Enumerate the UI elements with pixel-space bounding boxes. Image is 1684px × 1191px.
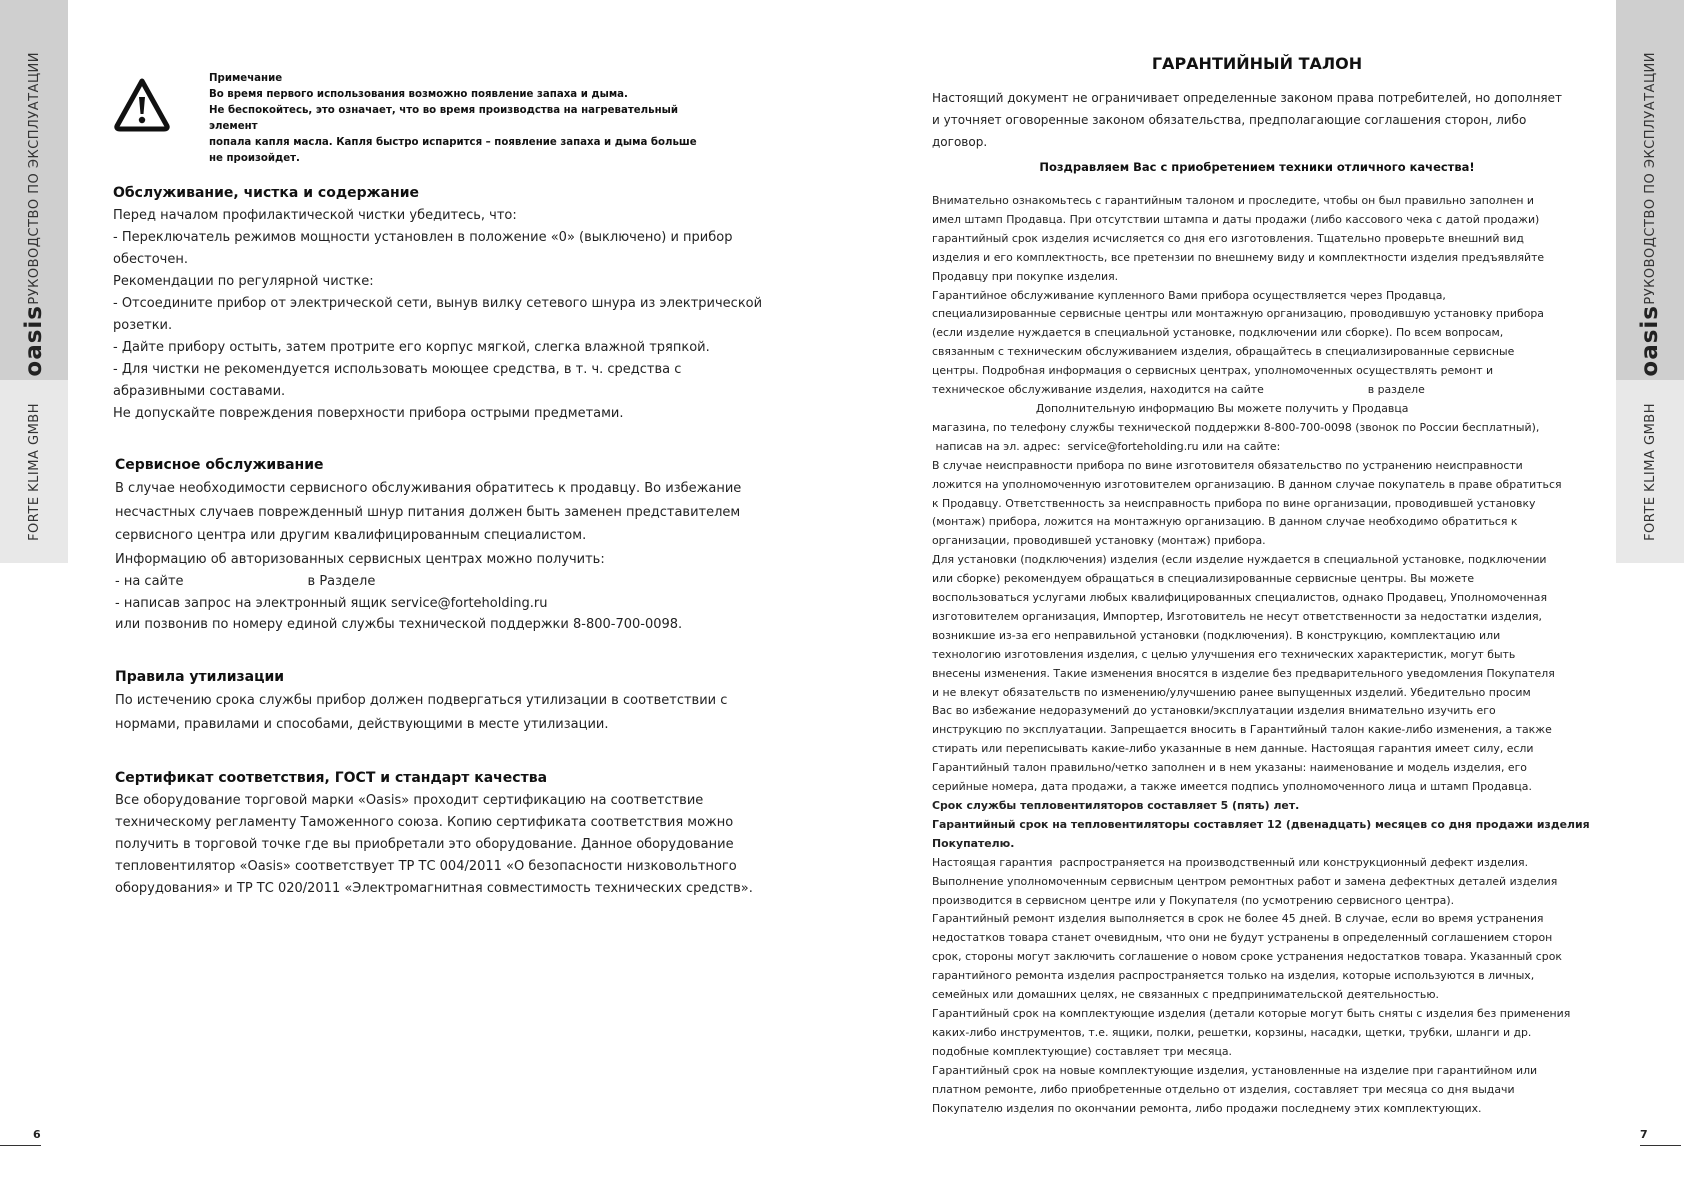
note-title: Примечание (209, 73, 283, 84)
text-line: к Продавцу. Ответственность за неисправность прибора по вине организации, проводившей установку (932, 496, 1536, 510)
text-line: имел штамп Продавца. При отсутствии штампа и даты продажи (либо кассового чека с датой продажи) (932, 212, 1540, 226)
warranty-title: ГАРАНТИЙНЫЙ ТАЛОН (1151, 54, 1363, 73)
oasis-logo: oasis (1637, 304, 1663, 377)
left-company-tab (0, 380, 68, 563)
text-line: Гарантийное обслуживание купленного Вами прибора осуществляется через Продавца, (932, 288, 1446, 302)
text-line: Покупателю изделия по окончании ремонта, либо продажи последнему этих комплектующих. (932, 1101, 1482, 1115)
text-line: недостатков товара станет очевидным, что они не будут устранены в определенный соглашением сторон (932, 931, 1553, 945)
text-line: и не влекут обязательств по изменению/улучшению ранее выпущенных изделий. Убедительно просим (932, 685, 1531, 699)
text-line: В случае необходимости сервисного обслуживания обратитесь к продавцу. Во избежание (115, 481, 742, 496)
disposal-section (115, 669, 765, 737)
text-line: Гарантийный ремонт изделия выполняется в срок не более 45 дней. В случае, если во время устранения (932, 912, 1544, 926)
text-line: семейных или домашних целях, не связанных с предпринимательской деятельностью. (932, 988, 1439, 1002)
text-line: (монтаж) прибора, ложится на монтажную организацию. В данном случае необходимо обратиться к (932, 515, 1518, 529)
text-line: магазина, по телефону службы технической поддержки 8-800-700-0098 (звонок по России бесплатный), (932, 420, 1540, 434)
guide-label: РУКОВОДСТВО ПО ЭКСПЛУАТАЦИИ (1642, 52, 1658, 305)
text-line: специализированные сервисные центры или монтажную организацию, проводившую установку прибора (932, 307, 1544, 321)
text-line: розетки. (113, 318, 173, 333)
text-line: В случае неисправности прибора по вине изготовителя обязательство по устранению неисправности (932, 458, 1523, 472)
text-line: изготовителем организация, Импортер, Изготовитель не несут ответственности за недостатки изделия, (932, 609, 1542, 623)
text-line: техническое обслуживание изделия, находится на сайте в разделе (932, 383, 1425, 397)
oasis-logo: oasis (21, 304, 47, 377)
service-heading: Сервисное обслуживание (115, 457, 324, 473)
text-line: получить в торговой точке где вы приобретали это оборудование. Данное оборудование (115, 837, 734, 852)
text-line: Настоящая гарантия распространяется на производственный или конструкционный дефект изделия. (932, 855, 1529, 869)
text-line: Вас во избежание недоразумений до установки/эксплуатации изделия внимательно изучить его (932, 704, 1496, 718)
text-line: сервисного центра или другим квалифицированным специалистом. (115, 528, 587, 543)
warranty-intro (932, 87, 1582, 153)
text-line: или позвонив по номеру единой службы технической поддержки 8-800-700-0098. (115, 617, 683, 632)
disposal-heading: Правила утилизации (115, 669, 285, 685)
text-line: связанным с техническим обслуживанием изделия, обращайтесь в специализированные сервисные (932, 345, 1515, 359)
text-line: По истечению срока службы прибор должен подвергаться утилизации в соответствии с (115, 693, 728, 708)
text-line: нормами, правилами и способами, действующими в месте утилизации. (115, 717, 609, 732)
warranty-body (932, 192, 1590, 1118)
text-line: Выполнение уполномоченным сервисным центром ремонтных работ и замена дефектных деталей изделия (932, 874, 1558, 888)
page-number-divider (1640, 1145, 1681, 1146)
guide-label: РУКОВОДСТВО ПО ЭКСПЛУАТАЦИИ (26, 52, 42, 305)
maintenance-section (113, 185, 763, 425)
bold-text-line: Гарантийный срок на тепловентиляторы составляет 12 (двенадцать) месяцев со дня продажи изделия (932, 817, 1590, 831)
text-line: производится в сервисном центре или у Покупателя (по усмотрению сервисного центра). (932, 893, 1455, 907)
text-line: или сборке) рекомендуем обращаться в специализированные сервисные центры. Вы можете (932, 572, 1475, 586)
text-line: договор. (932, 135, 988, 149)
text-line: абразивными составами. (113, 384, 286, 399)
text-line: - на сайте в Разделе (115, 574, 376, 589)
text-line: внесены изменения. Такие изменения вносятся в изделие без предварительного уведомления Покупателя (932, 666, 1555, 680)
text-line: стирать или переписывать какие-либо указанные в нем данные. Настоящая гарантия имеет силу, если (932, 742, 1534, 756)
text-line: написав на эл. адрес: service@forteholding.ru или на сайте: (932, 439, 1281, 453)
text-line: и уточняет оговоренные законом обязательства, предполагающие соглашения сторон, либо (932, 113, 1527, 127)
text-line: серийные номера, дата продажи, а также имеется подпись уполномоченного лица и штамп Продавца. (932, 780, 1532, 794)
note-block (209, 71, 729, 167)
certificate-heading: Сертификат соответствия, ГОСТ и стандарт качества (115, 770, 548, 786)
maintenance-heading: Обслуживание, чистка и содержание (113, 185, 420, 201)
note-line: попала капля масла. Капля быстро испарится – появление запаха и дыма больше (209, 137, 697, 148)
right-company-tab (1616, 380, 1684, 563)
text-line: Перед началом профилактической чистки убедитесь, что: (113, 208, 517, 223)
text-line: подобные комплектующие) составляет три месяца. (932, 1044, 1232, 1058)
text-line: Настоящий документ не ограничивает определенные законом права потребителей, но дополняет (932, 91, 1563, 105)
text-line: техническому регламенту Таможенного союза. Копию сертификата соответствия можно (115, 815, 734, 830)
text-line: ложится на уполномоченную изготовителем организацию. В данном случае покупатель в праве обратиться (932, 477, 1562, 491)
warning-icon (113, 76, 171, 134)
text-line: Продавцу при покупке изделия. (932, 269, 1119, 283)
page-number-divider (0, 1145, 41, 1146)
text-line: организации, проводившей установку (монтаж) прибора. (932, 534, 1266, 548)
note-line: не произойдет. (209, 153, 300, 164)
text-line: - написав запрос на электронный ящик service@forteholding.ru (115, 595, 548, 611)
company-label: FORTE KLIMA GMBH (1642, 402, 1658, 541)
text-line: возникшие из-за его неправильной установки (подключения). В конструкцию, комплектацию или (932, 628, 1501, 642)
bold-text-line: Покупателю. (932, 836, 1015, 850)
text-line: Для установки (подключения) изделия (если изделие нуждается в специальной установке, подключении (932, 553, 1547, 567)
note-line: Не беспокойтесь, это означает, что во время производства на нагревательный элемент (209, 105, 678, 132)
text-line: Информацию об авторизованных сервисных центрах можно получить: (115, 551, 605, 567)
text-line: обесточен. (113, 252, 188, 267)
text-line: (если изделие нуждается в специальной установке, подключении или сборке). По всем вопросам, (932, 326, 1504, 340)
page-number-left: 6 (33, 1128, 41, 1141)
text-line: Дополнительную информацию Вы можете получить у Продавца (932, 401, 1409, 415)
text-line: тепловентилятор «Oasis» соответствует ТР ТС 004/2011 «О безопасности низковольтного (115, 859, 737, 874)
text-line: несчастных случаев поврежденный шнур питания должен быть заменен представителем (115, 504, 741, 520)
service-section (115, 457, 765, 636)
text-line: Гарантийный срок на новые комплектующие изделия, установленные на изделие при гарантийном или (932, 1063, 1538, 1077)
text-line: Гарантийный срок на комплектующие изделия (детали которые могут быть сняты с изделия без применения (932, 1006, 1571, 1020)
text-line: - Переключатель режимов мощности установлен в положение «0» (выключено) и прибор (113, 230, 733, 245)
text-line: Гарантийный талон правильно/четко заполнен и в нем указаны: наименование и модель изделия, его (932, 761, 1527, 775)
text-line: технологию изготовления изделия, с целью улучшения его технических характеристик, могут быть (932, 647, 1516, 661)
text-line: Рекомендации по регулярной чистке: (113, 274, 374, 289)
text-line: - Дайте прибору остыть, затем протрите его корпус мягкой, слегка влажной тряпкой. (113, 340, 710, 355)
text-line: оборудования» и ТР ТС 020/2011 «Электромагнитная совместимость технических средств». (115, 881, 753, 896)
text-line: каких-либо инструментов, т.е. ящики, полки, решетки, корзины, насадки, щетки, трубки, шланги и др. (932, 1025, 1532, 1039)
note-line: Во время первого использования возможно появление запаха и дыма. (209, 89, 628, 100)
congrats-line: Поздравляем Вас с приобретением техники отличного качества! (1039, 160, 1475, 174)
text-line: изделия и его комплектность, все претензии по внешнему виду и комплектности изделия предъявляйте (932, 250, 1545, 264)
text-line: платном ремонте, либо приобретенные отдельно от изделия, составляет три месяца со дня выдачи (932, 1082, 1515, 1096)
text-line: - Отсоедините прибор от электрической сети, вынув вилку сетевого шнура из электрической (113, 296, 763, 311)
bold-text-line: Срок службы тепловентиляторов составляет 5 (пять) лет. (932, 799, 1300, 812)
text-line: воспользоваться услугами любых квалифицированных специалистов, однако Продавец, Уполномоченная (932, 591, 1547, 605)
text-line: центры. Подробная информация о сервисных центрах, уполномоченных осуществлять ремонт и (932, 364, 1494, 378)
text-line: гарантийный срок изделия исчисляется со дня его изготовления. Тщательно проверьте внешний вид (932, 231, 1524, 245)
right-sidebar-tab (1616, 0, 1684, 380)
page-number-right: 7 (1640, 1128, 1648, 1141)
text-line: инструкцию по эксплуатации. Запрещается вносить в Гарантийный талон какие-либо изменения, а также (932, 723, 1552, 737)
text-line: Все оборудование торговой марки «Oasis» проходит сертификацию на соответствие (115, 793, 704, 808)
text-line: Не допускайте повреждения поверхности прибора острыми предметами. (113, 406, 624, 421)
text-line: срок, стороны могут заключить соглашение о новом сроке устранения недостатков товара. Указанный срок (932, 950, 1562, 964)
certificate-section (115, 770, 765, 900)
text-line: гарантийного ремонта изделия распространяется только на изделия, которые используются в личных, (932, 969, 1535, 983)
company-label: FORTE KLIMA GMBH (26, 402, 42, 541)
left-sidebar-tab (0, 0, 68, 380)
text-line: Внимательно ознакомьтесь с гарантийным талоном и проследите, чтобы он был правильно заполнен и (932, 194, 1534, 207)
text-line: - Для чистки не рекомендуется использовать моющее средства, в т. ч. средства с (113, 362, 682, 377)
